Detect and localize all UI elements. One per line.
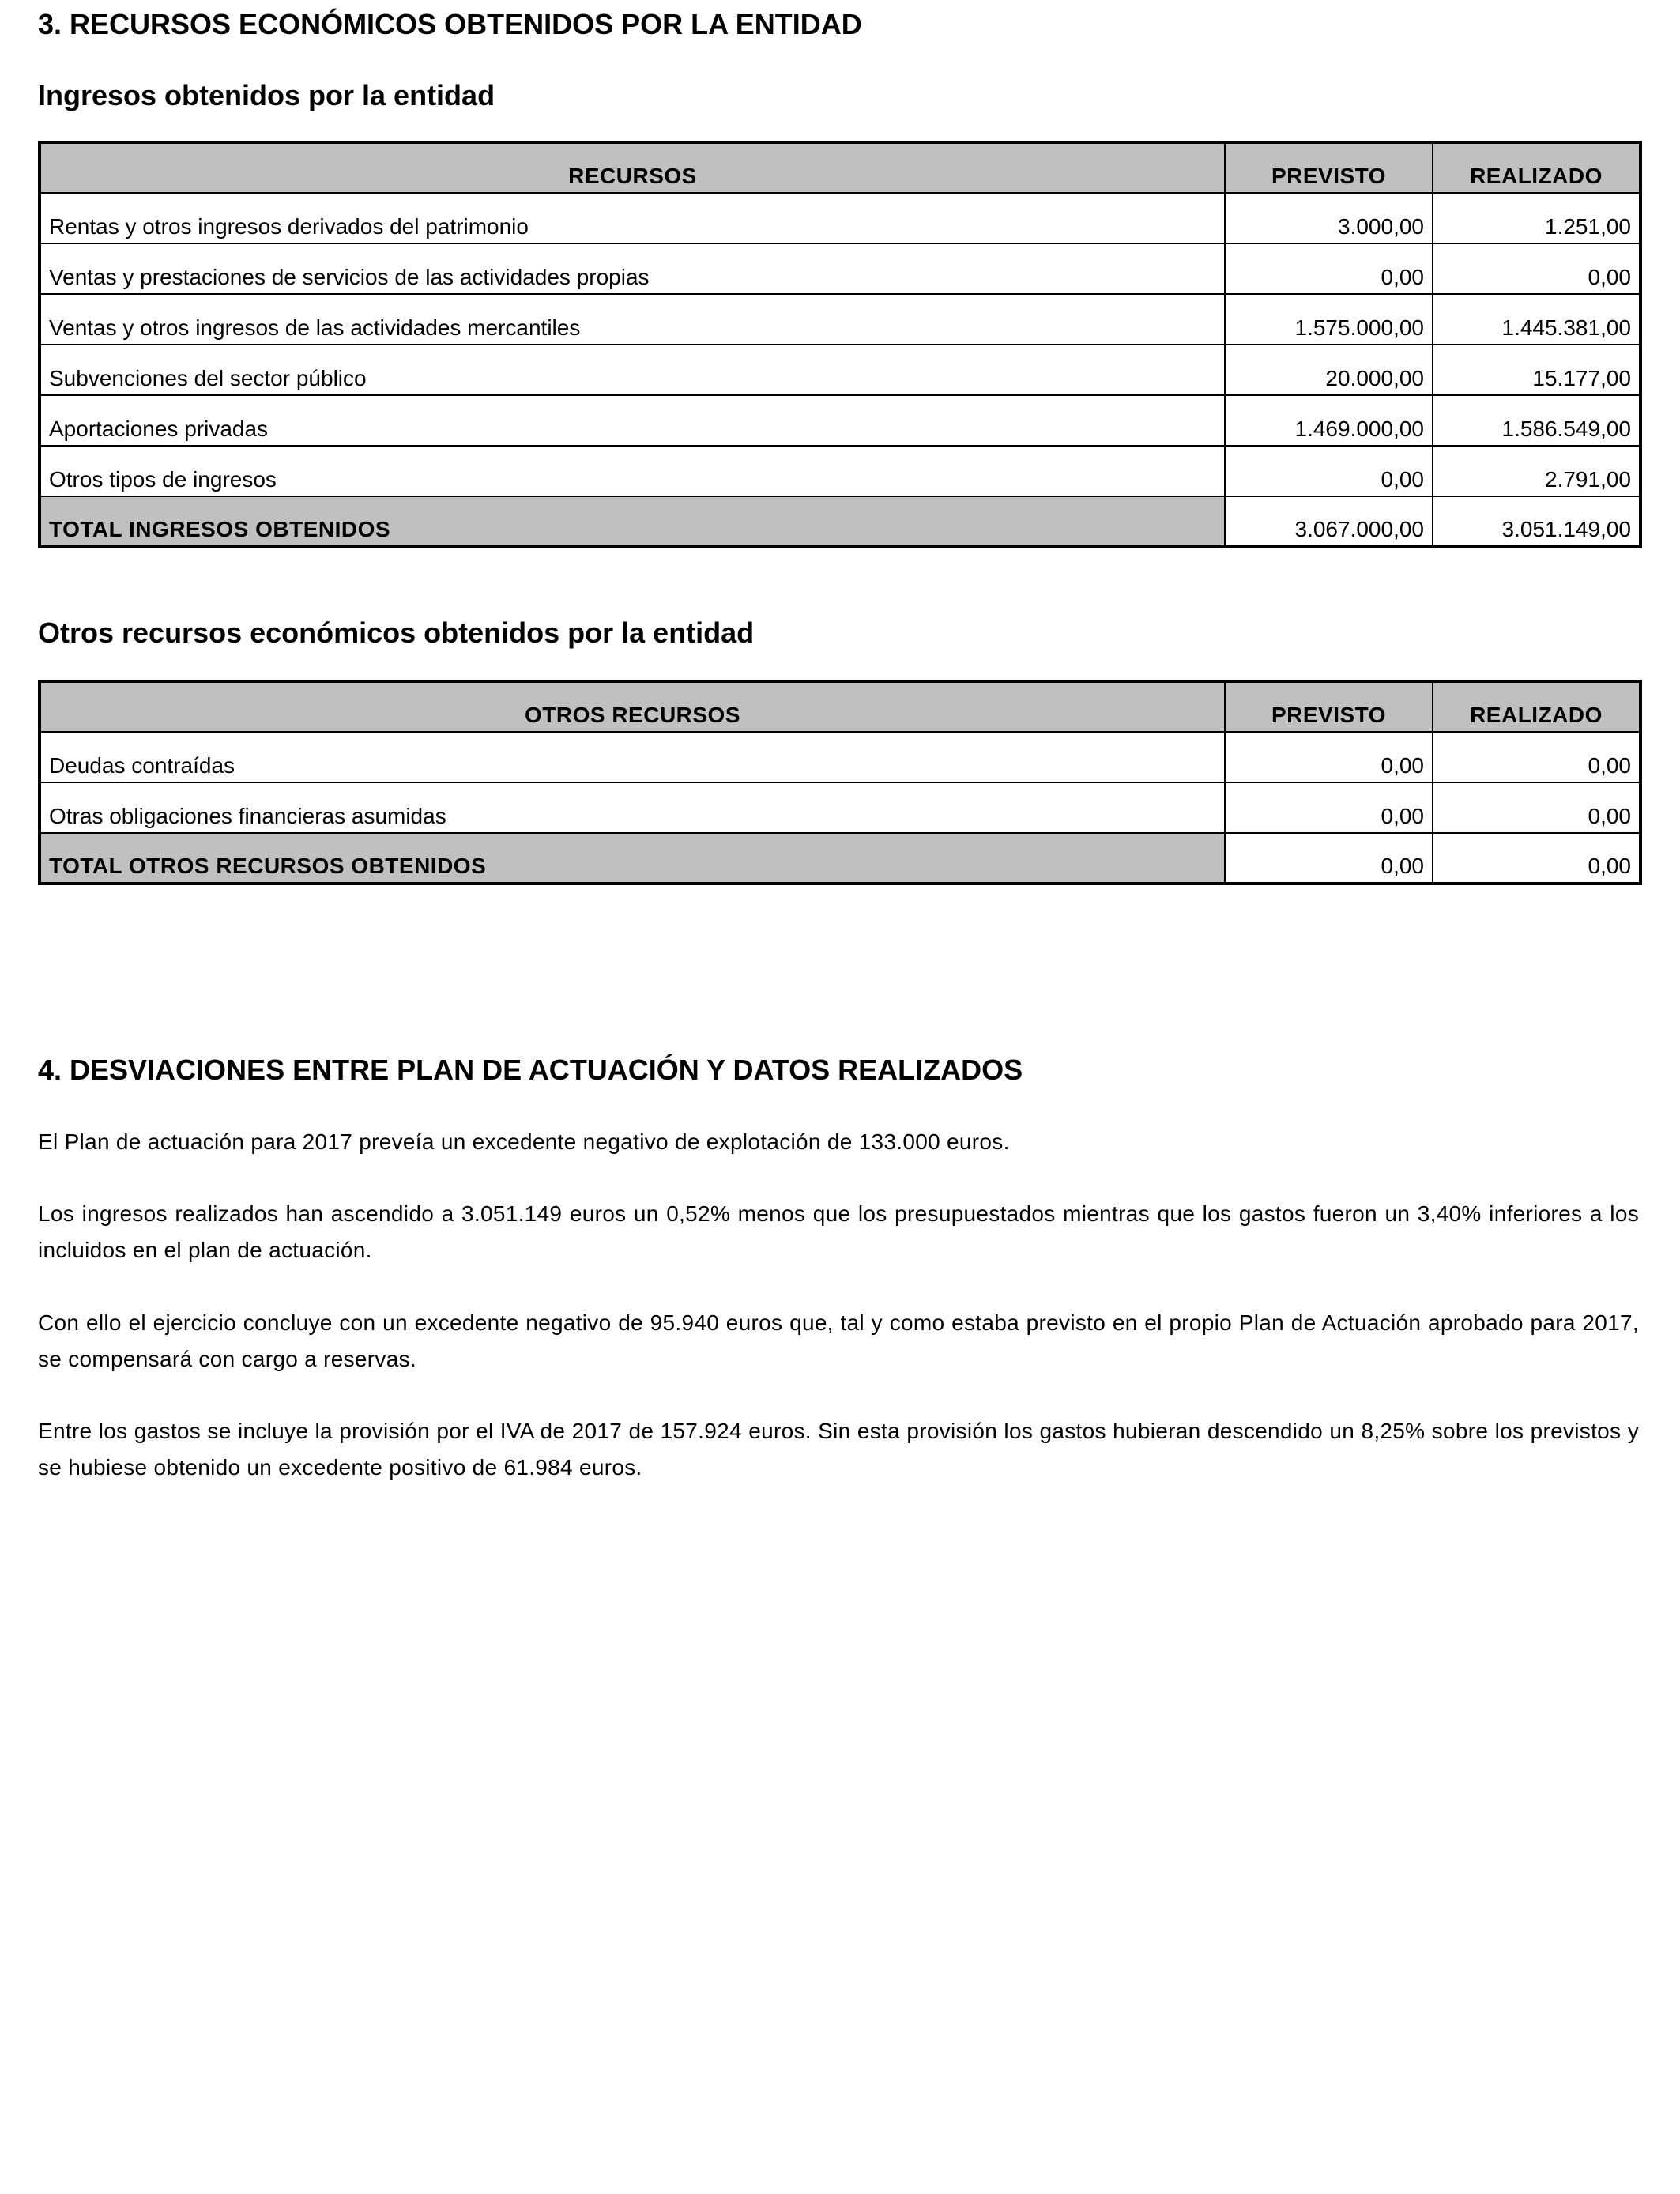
header-realizado: REALIZADO	[1433, 681, 1640, 732]
row-previsto: 1.469.000,00	[1225, 395, 1433, 446]
row-label: Aportaciones privadas	[40, 395, 1225, 446]
total-previsto: 3.067.000,00	[1225, 496, 1433, 547]
header-recursos: RECURSOS	[40, 142, 1225, 193]
header-previsto: PREVISTO	[1225, 142, 1433, 193]
otros-recursos-title: Otros recursos económicos obtenidos por la entidad	[38, 616, 755, 649]
row-realizado: 1.445.381,00	[1433, 294, 1640, 345]
total-label: TOTAL OTROS RECURSOS OBTENIDOS	[40, 833, 1225, 884]
section-3-title: 3. RECURSOS ECONÓMICOS OBTENIDOS POR LA ENTIDAD	[38, 8, 862, 40]
row-realizado: 0,00	[1433, 243, 1640, 294]
paragraph: El Plan de actuación para 2017 preveía un excedente negativo de explotación de 133.000 euros.	[38, 1129, 1010, 1154]
otros-recursos-table	[38, 680, 1642, 885]
table-row	[40, 782, 1640, 833]
row-previsto: 20.000,00	[1225, 345, 1433, 395]
row-label: Rentas y otros ingresos derivados del patrimonio	[40, 193, 1225, 243]
row-realizado: 0,00	[1433, 782, 1640, 833]
section-4-title: 4. DESVIACIONES ENTRE PLAN DE ACTUACIÓN Y DATOS REALIZADOS	[38, 1054, 1023, 1086]
header-previsto: PREVISTO	[1225, 681, 1433, 732]
row-realizado: 0,00	[1433, 732, 1640, 782]
table-row	[40, 243, 1640, 294]
row-label: Ventas y prestaciones de servicios de las actividades propias	[40, 243, 1225, 294]
row-previsto: 0,00	[1225, 782, 1433, 833]
row-previsto: 3.000,00	[1225, 193, 1433, 243]
total-row	[40, 833, 1640, 884]
table-row	[40, 294, 1640, 345]
paragraph: Con ello el ejercicio concluye con un excedente negativo de 95.940 euros que, tal y como estaba previsto en el propio Plan de Actuación aprobado para 2017, se compensará con cargo a reservas.	[38, 1310, 1639, 1371]
row-realizado: 2.791,00	[1433, 446, 1640, 496]
header-otros-recursos: OTROS RECURSOS	[40, 681, 1225, 732]
row-realizado: 1.251,00	[1433, 193, 1640, 243]
total-previsto: 0,00	[1225, 833, 1433, 884]
row-previsto: 0,00	[1225, 243, 1433, 294]
row-previsto: 0,00	[1225, 446, 1433, 496]
ingresos-title: Ingresos obtenidos por la entidad	[38, 79, 495, 111]
row-previsto: 1.575.000,00	[1225, 294, 1433, 345]
row-realizado: 15.177,00	[1433, 345, 1640, 395]
total-label: TOTAL INGRESOS OBTENIDOS	[40, 496, 1225, 547]
total-realizado: 0,00	[1433, 833, 1640, 884]
row-realizado: 1.586.549,00	[1433, 395, 1640, 446]
ingresos-table	[38, 141, 1642, 548]
row-previsto: 0,00	[1225, 732, 1433, 782]
header-realizado: REALIZADO	[1433, 142, 1640, 193]
paragraph: Los ingresos realizados han ascendido a 3.051.149 euros un 0,52% menos que los presupuestados mientras que los gastos fueron un 3,40% inferiores a los incluidos en el plan de actuación.	[38, 1201, 1639, 1262]
table-row	[40, 345, 1640, 395]
row-label: Ventas y otros ingresos de las actividades mercantiles	[40, 294, 1225, 345]
table-row	[40, 193, 1640, 243]
table-header-row	[40, 681, 1640, 732]
table-row	[40, 446, 1640, 496]
table-header-row	[40, 142, 1640, 193]
row-label: Otras obligaciones financieras asumidas	[40, 782, 1225, 833]
row-label: Otros tipos de ingresos	[40, 446, 1225, 496]
row-label: Subvenciones del sector público	[40, 345, 1225, 395]
table-row	[40, 395, 1640, 446]
row-label: Deudas contraídas	[40, 732, 1225, 782]
table-row	[40, 732, 1640, 782]
paragraph: Entre los gastos se incluye la provisión por el IVA de 2017 de 157.924 euros. Sin esta provisión los gastos hubieran descendido un 8,25% sobre los previstos y se hubiese obtenido un excedente positivo de 61.984 euros.	[38, 1419, 1639, 1480]
total-realizado: 3.051.149,00	[1433, 496, 1640, 547]
total-row	[40, 496, 1640, 547]
